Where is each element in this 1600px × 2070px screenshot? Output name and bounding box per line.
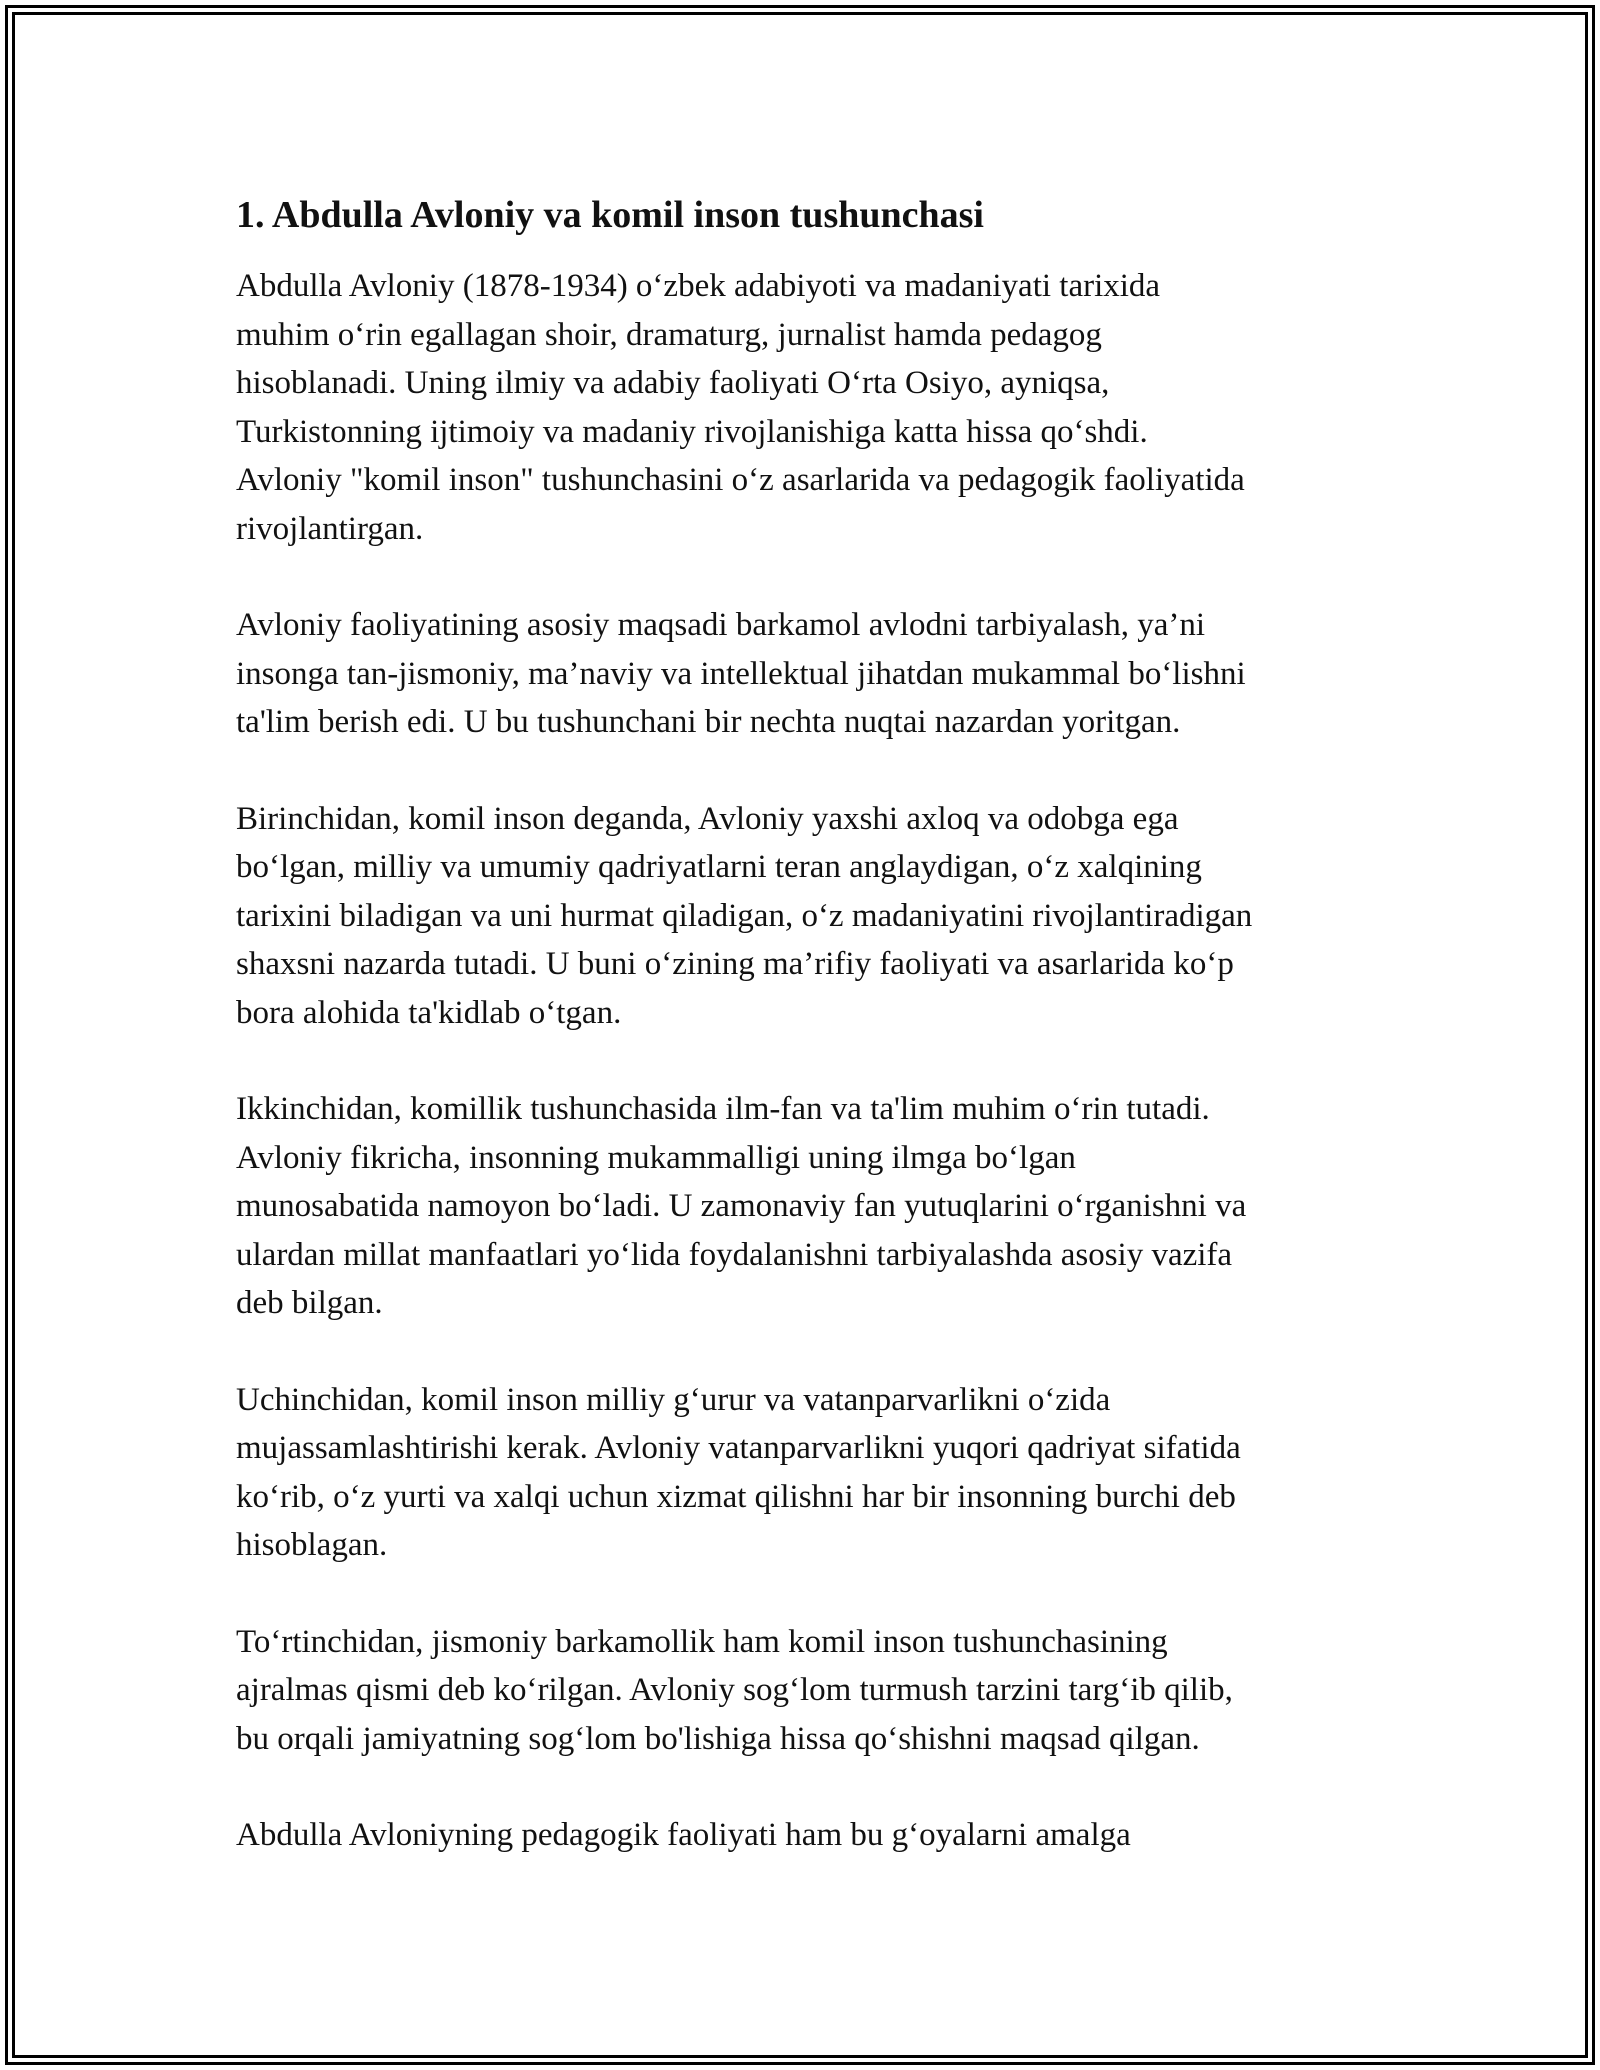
paragraph-intro: Abdulla Avloniy (1878-1934) o‘zbek adabiyoti va madaniyati tarixida muhim o‘rin egallagan shoir, dramaturg, jurnalist hamda pedagog hisoblanadi. Uning ilmiy va adabiy faoliyati O‘rta Osiyo, ayniqsa, Turkistonning ijtimoiy va madaniy rivojlanishiga katta hissa qo‘shdi. Avloniy "komil inson" tushunchasini o‘z asarlarida va pedagogik faoliyatida rivojlantirgan. [236,268,1245,547]
section-heading: 1. Abdulla Avloniy va komil inson tushunchasi [236,194,984,236]
paragraph-first: Birinchidan, komil inson deganda, Avloniy yaxshi axloq va odobga ega bo‘lgan, milliy va umumiy qadriyatlarni teran anglaydigan, o‘z xalqining tarixini biladigan va uni hurmat qiladigan, o‘z madaniyatini rivojlantiradigan shaxsni nazarda tutadi. U buni o‘zining ma’rifiy faoliyati va asarlarida ko‘p bora alohida ta'kidlab o‘tgan. [236,800,1253,1031]
paragraph-fourth: To‘rtinchidan, jismoniy barkamollik ham komil inson tushunchasining ajralmas qismi deb ko‘rilgan. Avloniy sog‘lom turmush tarzini targ‘ib qilib, bu orqali jamiyatning sog‘lom bo'lishiga hissa qo‘shishni maqsad qilgan. [236,1623,1233,1757]
paragraph-second: Ikkinchidan, komillik tushunchasida ilm-fan va ta'lim muhim o‘rin tutadi. Avloniy fikricha, insonning mukammalligi uning ilmga bo‘lgan munosabatida namoyon bo‘ladi. U zamonaviy fan yutuqlarini o‘rganishni va ulardan millat manfaatlari yo‘lida foydalanishni tarbiyalashda asosiy vazifa deb bilgan. [236,1091,1247,1321]
document-body [236,190,1376,1908]
paragraph-third: Uchinchidan, komil inson milliy g‘urur va vatanparvarlikni o‘zida mujassamlashtirishi kerak. Avloniy vatanparvarlikni yuqori qadriyat sifatida ko‘rib, o‘z yurti va xalqi uchun xizmat qilishni har bir insonning burchi deb hisoblagan. [236,1381,1241,1563]
paragraph-goal: Avloniy faoliyatining asosiy maqsadi barkamol avlodni tarbiyalash, ya’ni insonga tan-jismoniy, ma’naviy va intellektual jihatdan mukammal bo‘lishni ta'lim berish edi. U bu tushunchani bir nechta nuqtai nazardan yoritgan. [236,607,1246,740]
paragraph-conclusion: Abdulla Avloniyning pedagogik faoliyati ham bu g‘oyalarni amalga [236,1817,1131,1853]
